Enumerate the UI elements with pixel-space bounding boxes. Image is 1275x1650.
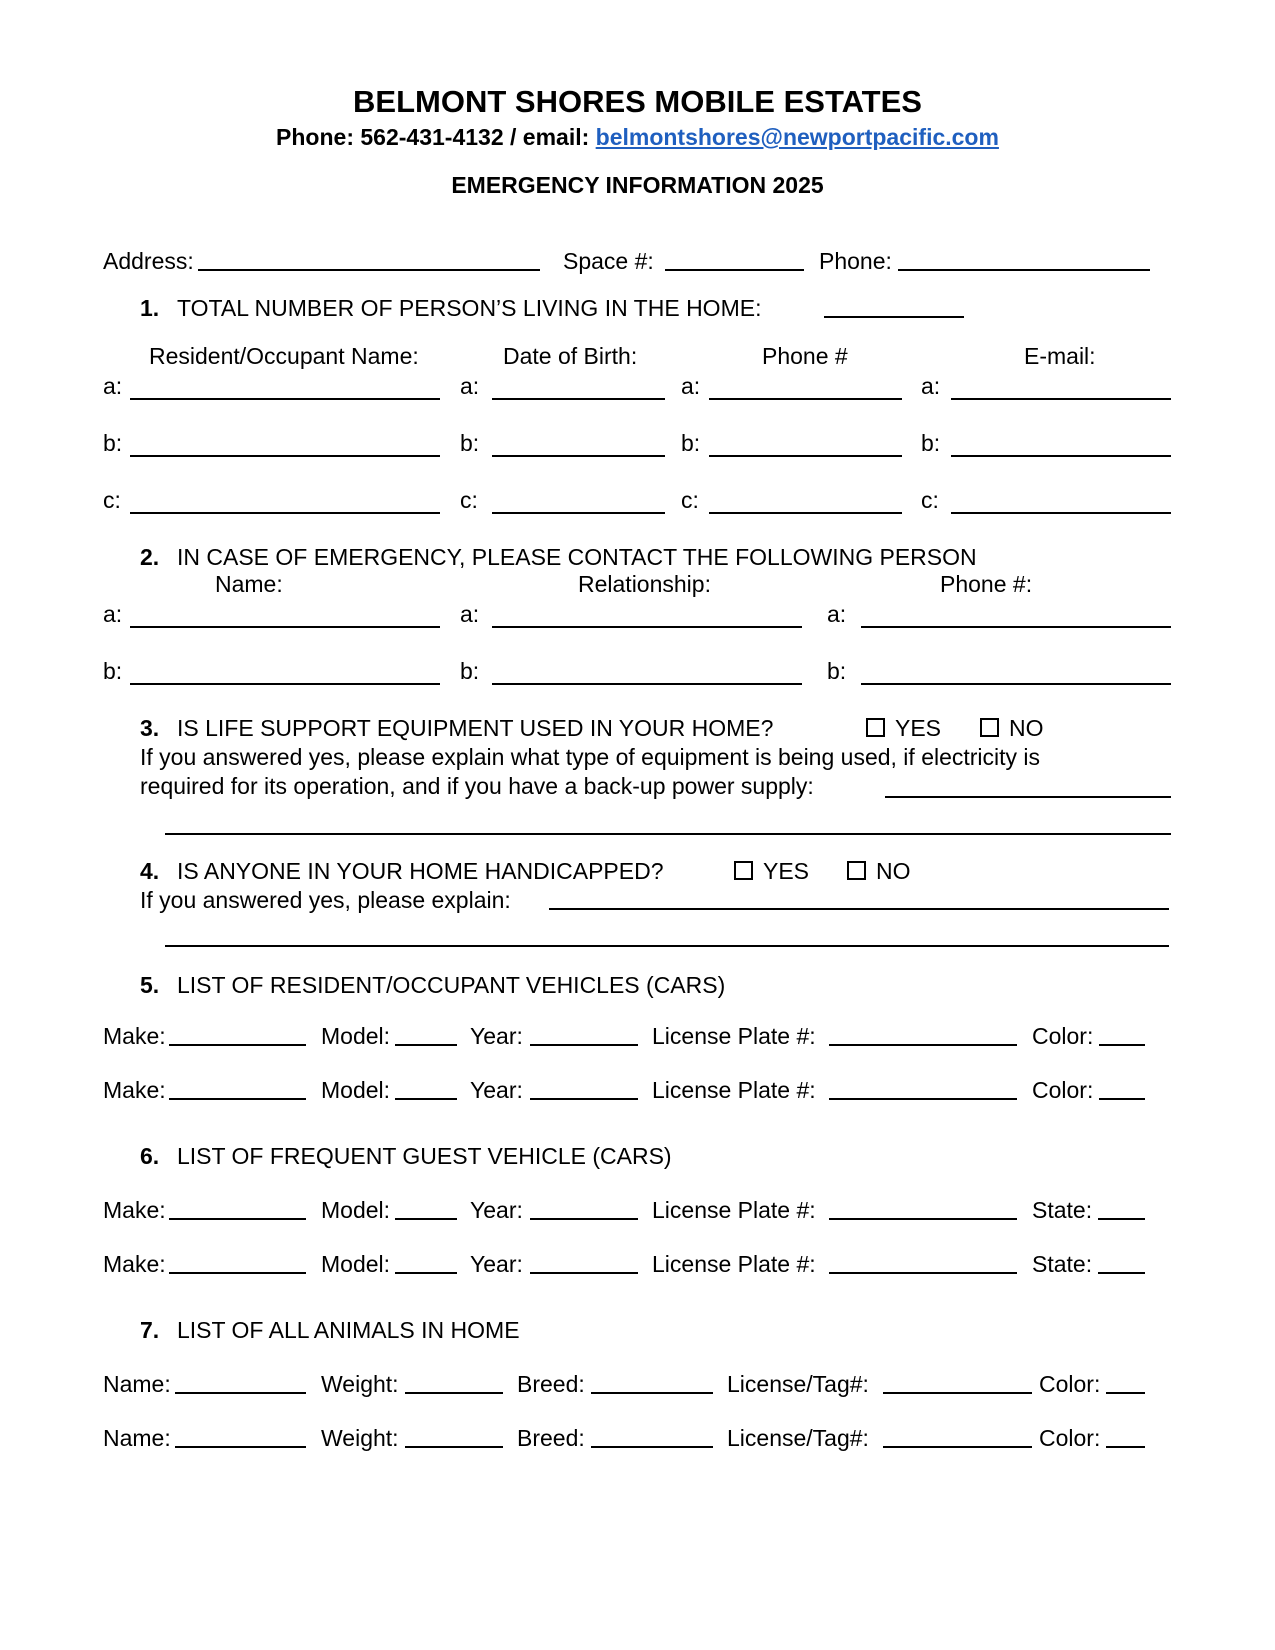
plate-field[interactable] bbox=[829, 1272, 1017, 1274]
section3-explain-line1: If you answered yes, please explain what type of equipment is being used, if electricity is bbox=[140, 744, 1041, 770]
section5-title: LIST OF RESIDENT/OCCUPANT VEHICLES (CARS) bbox=[177, 972, 726, 998]
state-label: State: bbox=[1032, 1197, 1093, 1223]
row-label: c: bbox=[103, 487, 121, 513]
make-field[interactable] bbox=[169, 1218, 306, 1220]
row-label: b: bbox=[681, 430, 701, 456]
handicapped-explain-field-2[interactable] bbox=[165, 945, 1169, 947]
contact-phone-field-b[interactable] bbox=[861, 683, 1171, 685]
phone-field-c[interactable] bbox=[709, 512, 902, 514]
phone-field[interactable] bbox=[898, 269, 1150, 271]
tag-field[interactable] bbox=[883, 1446, 1032, 1448]
make-label: Make: bbox=[103, 1251, 166, 1277]
relationship-field-b[interactable] bbox=[492, 683, 802, 685]
space-label: Space #: bbox=[563, 248, 654, 274]
phone-label-top: Phone: bbox=[819, 248, 892, 274]
color-label: Color: bbox=[1032, 1023, 1094, 1049]
section3-number: 3. bbox=[140, 715, 160, 741]
email-link[interactable]: belmontshores@newportpacific.com bbox=[595, 124, 999, 150]
plate-label: License Plate #: bbox=[652, 1023, 816, 1049]
row-label: a: bbox=[460, 601, 480, 627]
life-support-no-option[interactable] bbox=[980, 715, 1044, 742]
row-label: a: bbox=[827, 601, 847, 627]
checkbox-icon[interactable] bbox=[980, 718, 999, 737]
plate-field[interactable] bbox=[829, 1044, 1017, 1046]
row-label: a: bbox=[103, 601, 123, 627]
year-label: Year: bbox=[470, 1251, 523, 1277]
tag-label: License/Tag#: bbox=[727, 1371, 869, 1397]
plate-label: License Plate #: bbox=[652, 1077, 816, 1103]
row-label: b: bbox=[103, 430, 123, 456]
handicapped-yes-option[interactable] bbox=[734, 858, 809, 885]
email-field-c[interactable] bbox=[951, 512, 1171, 514]
row-label: b: bbox=[103, 658, 123, 684]
section6-number: 6. bbox=[140, 1143, 160, 1169]
animal-name-field[interactable] bbox=[175, 1392, 306, 1394]
email-field-a[interactable] bbox=[951, 398, 1171, 400]
breed-field[interactable] bbox=[591, 1446, 713, 1448]
row-label: b: bbox=[460, 430, 480, 456]
email-field-b[interactable] bbox=[951, 455, 1171, 457]
contact-name-field-a[interactable] bbox=[130, 626, 440, 628]
col-phone: Phone # bbox=[762, 343, 848, 369]
weight-field[interactable] bbox=[405, 1392, 503, 1394]
year-field[interactable] bbox=[530, 1098, 638, 1100]
address-label: Address: bbox=[103, 248, 194, 274]
life-support-explain-field[interactable] bbox=[885, 796, 1171, 798]
phone-label: Phone: 562-431-4132 / email: bbox=[276, 124, 596, 150]
phone-field-b[interactable] bbox=[709, 455, 902, 457]
row-label: c: bbox=[460, 487, 478, 513]
section5-number: 5. bbox=[140, 972, 160, 998]
col-resident-name: Resident/Occupant Name: bbox=[149, 343, 419, 369]
make-field[interactable] bbox=[169, 1044, 306, 1046]
row-label: b: bbox=[921, 430, 941, 456]
form-title: BELMONT SHORES MOBILE ESTATES bbox=[353, 84, 922, 119]
form-subtitle: EMERGENCY INFORMATION 2025 bbox=[451, 172, 824, 198]
color-field[interactable] bbox=[1099, 1098, 1145, 1100]
checkbox-icon[interactable] bbox=[866, 718, 885, 737]
plate-label: License Plate #: bbox=[652, 1251, 816, 1277]
checkbox-icon[interactable] bbox=[847, 861, 866, 880]
section1-title: TOTAL NUMBER OF PERSON’S LIVING IN THE HOME: bbox=[177, 295, 762, 321]
space-field[interactable] bbox=[665, 269, 804, 271]
color-field[interactable] bbox=[1106, 1446, 1145, 1448]
state-field[interactable] bbox=[1098, 1218, 1145, 1220]
handicapped-no-option[interactable] bbox=[847, 858, 911, 885]
col-dob: Date of Birth: bbox=[503, 343, 638, 369]
resident-name-field-b[interactable] bbox=[130, 455, 440, 457]
section1-number: 1. bbox=[140, 295, 160, 321]
col-contact-phone: Phone #: bbox=[940, 571, 1033, 597]
row-label: a: bbox=[460, 373, 480, 399]
plate-label: License Plate #: bbox=[652, 1197, 816, 1223]
model-field[interactable] bbox=[395, 1272, 457, 1274]
life-support-explain-field-2[interactable] bbox=[165, 833, 1171, 835]
color-label: Color: bbox=[1032, 1077, 1094, 1103]
model-label: Model: bbox=[321, 1251, 391, 1277]
handicapped-explain-field[interactable] bbox=[549, 908, 1169, 910]
model-field[interactable] bbox=[395, 1044, 457, 1046]
row-label: a: bbox=[681, 373, 701, 399]
model-field[interactable] bbox=[395, 1098, 457, 1100]
year-label: Year: bbox=[470, 1077, 523, 1103]
col-email: E-mail: bbox=[1024, 343, 1096, 369]
yes-label: YES bbox=[763, 858, 810, 884]
section6-title: LIST OF FREQUENT GUEST VEHICLE (CARS) bbox=[177, 1143, 672, 1169]
total-persons-field[interactable] bbox=[824, 316, 964, 318]
no-label: NO bbox=[876, 858, 911, 884]
no-label: NO bbox=[1009, 715, 1044, 741]
make-label: Make: bbox=[103, 1197, 166, 1223]
year-field[interactable] bbox=[530, 1272, 638, 1274]
dob-field-c[interactable] bbox=[492, 512, 665, 514]
row-label: a: bbox=[103, 373, 123, 399]
year-field[interactable] bbox=[530, 1044, 638, 1046]
dob-field-a[interactable] bbox=[492, 398, 665, 400]
year-label: Year: bbox=[470, 1023, 523, 1049]
row-label: a: bbox=[921, 373, 941, 399]
tag-label: License/Tag#: bbox=[727, 1425, 869, 1451]
section7-number: 7. bbox=[140, 1317, 160, 1343]
section3-title: IS LIFE SUPPORT EQUIPMENT USED IN YOUR HOME? bbox=[177, 715, 774, 741]
model-label: Model: bbox=[321, 1197, 391, 1223]
resident-name-field-a[interactable] bbox=[130, 398, 440, 400]
model-label: Model: bbox=[321, 1077, 391, 1103]
contact-line bbox=[0, 124, 1275, 151]
state-field[interactable] bbox=[1098, 1272, 1145, 1274]
animal-name-field[interactable] bbox=[175, 1446, 306, 1448]
relationship-field-a[interactable] bbox=[492, 626, 802, 628]
breed-field[interactable] bbox=[591, 1392, 713, 1394]
weight-label: Weight: bbox=[321, 1371, 399, 1397]
make-label: Make: bbox=[103, 1023, 166, 1049]
year-label: Year: bbox=[470, 1197, 523, 1223]
row-label: b: bbox=[460, 658, 480, 684]
section2-title: IN CASE OF EMERGENCY, PLEASE CONTACT THE FOLLOWING PERSON bbox=[177, 544, 977, 570]
make-field[interactable] bbox=[169, 1098, 306, 1100]
plate-field[interactable] bbox=[829, 1098, 1017, 1100]
model-label: Model: bbox=[321, 1023, 391, 1049]
animal-name-label: Name: bbox=[103, 1371, 171, 1397]
state-label: State: bbox=[1032, 1251, 1093, 1277]
dob-field-b[interactable] bbox=[492, 455, 665, 457]
color-field[interactable] bbox=[1099, 1044, 1145, 1046]
section7-title: LIST OF ALL ANIMALS IN HOME bbox=[177, 1317, 520, 1343]
address-field[interactable] bbox=[198, 269, 540, 271]
weight-field[interactable] bbox=[405, 1446, 503, 1448]
phone-field-a[interactable] bbox=[709, 398, 902, 400]
year-field[interactable] bbox=[530, 1218, 638, 1220]
weight-label: Weight: bbox=[321, 1425, 399, 1451]
row-label: c: bbox=[921, 487, 939, 513]
life-support-yes-option[interactable] bbox=[866, 715, 941, 742]
breed-label: Breed: bbox=[517, 1371, 585, 1397]
col-relationship: Relationship: bbox=[578, 571, 711, 597]
yes-label: YES bbox=[895, 715, 942, 741]
color-field[interactable] bbox=[1106, 1392, 1145, 1394]
make-field[interactable] bbox=[169, 1272, 306, 1274]
resident-name-field-c[interactable] bbox=[130, 512, 440, 514]
checkbox-icon[interactable] bbox=[734, 861, 753, 880]
make-label: Make: bbox=[103, 1077, 166, 1103]
contact-name-field-b[interactable] bbox=[130, 683, 440, 685]
tag-field[interactable] bbox=[883, 1392, 1032, 1394]
row-label: b: bbox=[827, 658, 847, 684]
color-label: Color: bbox=[1039, 1425, 1101, 1451]
section4-title: IS ANYONE IN YOUR HOME HANDICAPPED? bbox=[177, 858, 664, 884]
contact-phone-field-a[interactable] bbox=[861, 626, 1171, 628]
breed-label: Breed: bbox=[517, 1425, 585, 1451]
plate-field[interactable] bbox=[829, 1218, 1017, 1220]
section3-explain-line2: required for its operation, and if you have a back-up power supply: bbox=[140, 773, 814, 799]
section2-number: 2. bbox=[140, 544, 160, 570]
col-contact-name: Name: bbox=[215, 571, 283, 597]
animal-name-label: Name: bbox=[103, 1425, 171, 1451]
row-label: c: bbox=[681, 487, 699, 513]
section4-number: 4. bbox=[140, 858, 160, 884]
section4-explain: If you answered yes, please explain: bbox=[140, 887, 511, 913]
color-label: Color: bbox=[1039, 1371, 1101, 1397]
model-field[interactable] bbox=[395, 1218, 457, 1220]
